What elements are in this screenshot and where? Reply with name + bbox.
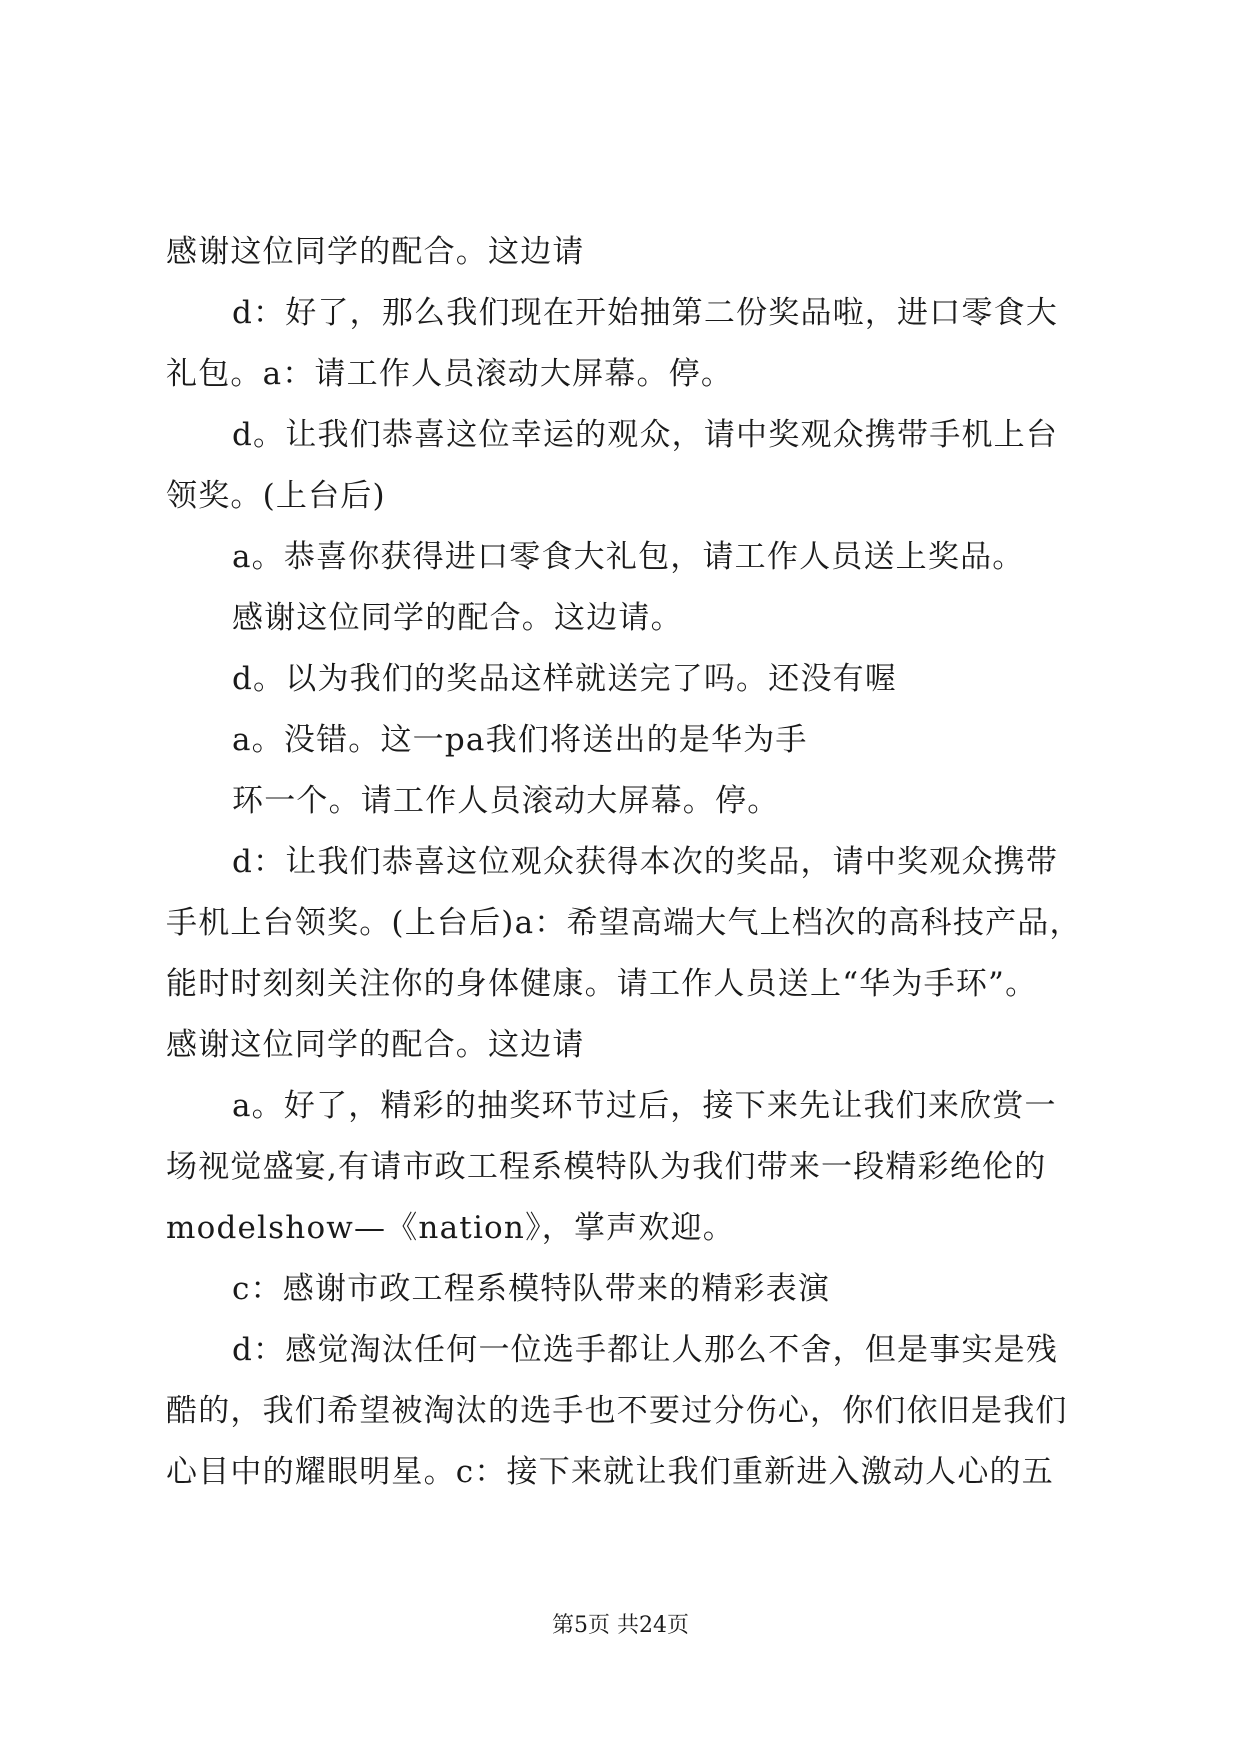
- text-line: 领奖。(上台后): [166, 478, 386, 514]
- text-line: 感谢这位同学的配合。这边请: [166, 1027, 585, 1063]
- text-line: c：感谢市政工程系模特队带来的精彩表演: [232, 1271, 831, 1307]
- text-line: d：让我们恭喜这位观众获得本次的奖品，请中奖观众携带: [232, 844, 1059, 880]
- text-line: 场视觉盛宴,有请市政工程系模特队为我们带来一段精彩绝伦的: [166, 1149, 1047, 1185]
- text-line: 心目中的耀眼明星。c：接下来就让我们重新进入激动人心的五: [166, 1454, 1054, 1490]
- text-line: d。让我们恭喜这位幸运的观众，请中奖观众携带手机上台: [232, 417, 1059, 453]
- text-line: d。以为我们的奖品这样就送完了吗。还没有喔: [232, 661, 898, 697]
- document-body: [166, 222, 1086, 1503]
- text-line: modelshow—《nation》，掌声欢迎。: [166, 1210, 735, 1246]
- text-line: 环一个。请工作人员滚动大屏幕。停。: [232, 783, 780, 819]
- text-line: a。没错。这一pa我们将送出的是华为手: [232, 722, 808, 758]
- text-line: a。恭喜你获得进口零食大礼包，请工作人员送上奖品。: [232, 539, 1025, 575]
- text-line: a。好了，精彩的抽奖环节过后，接下来先让我们来欣赏一: [232, 1088, 1057, 1124]
- text-line: 酷的，我们希望被淘汰的选手也不要过分伤心，你们依旧是我们: [166, 1393, 1068, 1429]
- text-line: 感谢这位同学的配合。这边请: [166, 234, 585, 270]
- text-line: d：好了，那么我们现在开始抽第二份奖品啦，进口零食大: [232, 295, 1059, 331]
- text-line: 感谢这位同学的配合。这边请。: [232, 600, 683, 636]
- text-line: 礼包。a：请工作人员滚动大屏幕。停。: [166, 356, 734, 392]
- text-line: d：感觉淘汰任何一位选手都让人那么不舍，但是事实是残: [232, 1332, 1059, 1368]
- text-line: 能时时刻刻关注你的身体健康。请工作人员送上“华为手环”。: [166, 966, 1038, 1002]
- page-number-footer: 第5页 共24页: [552, 1613, 689, 1638]
- text-line: 手机上台领奖。(上台后)a：希望高端大气上档次的高科技产品，: [166, 905, 1082, 941]
